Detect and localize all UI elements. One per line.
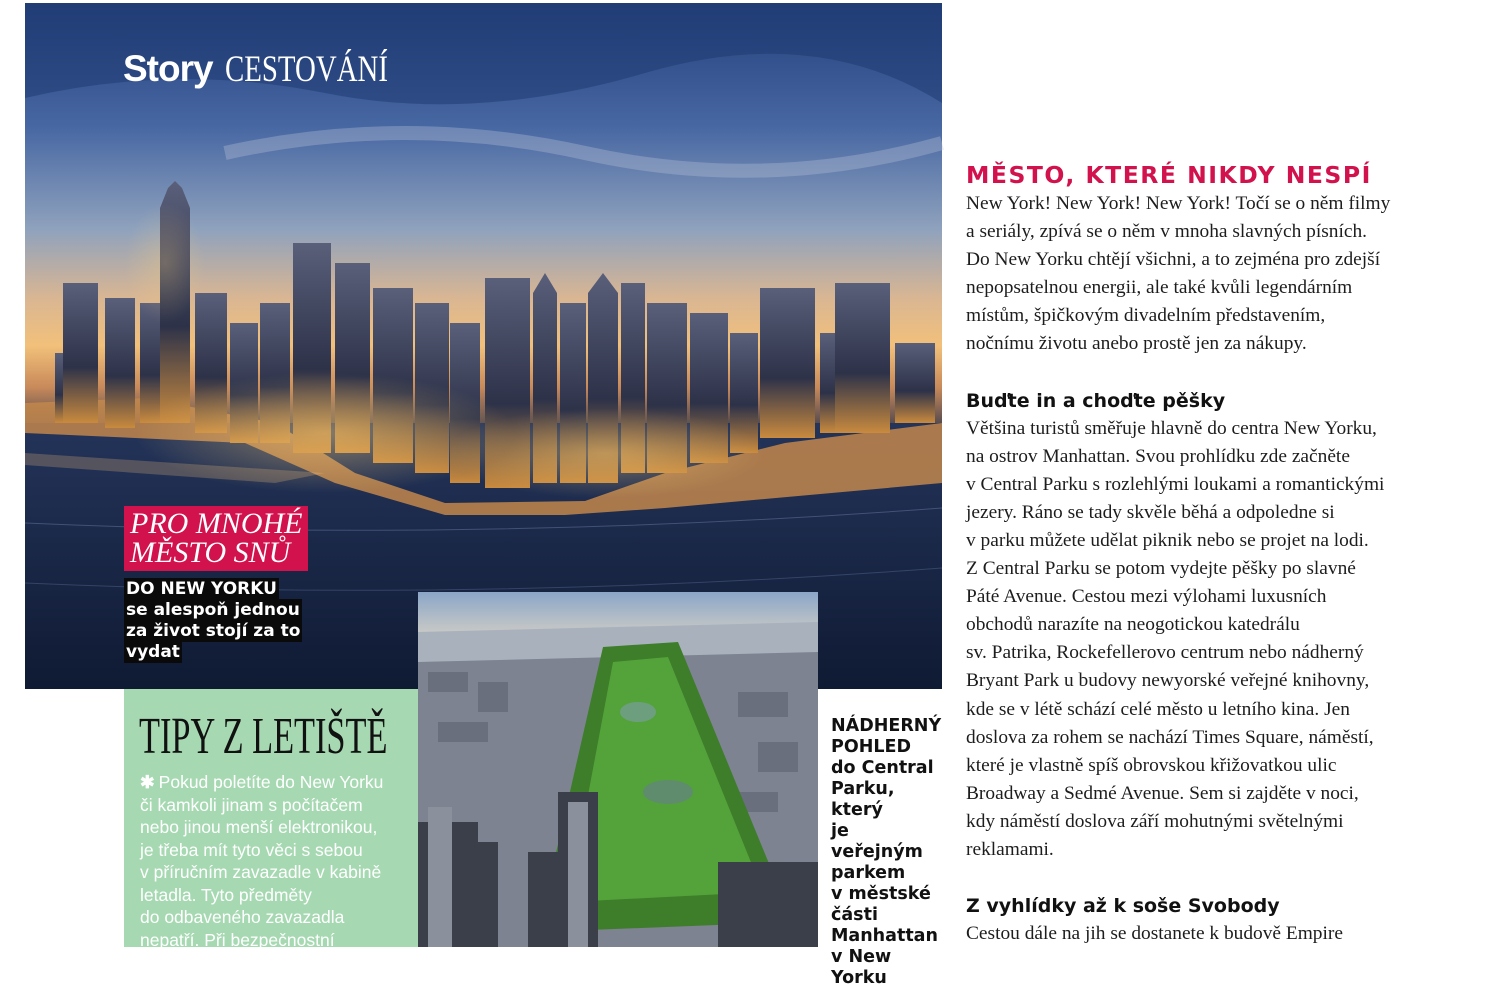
intro-paragraph: New York! New York! New York! Točí se o něm filmy a seriály, zpívá se o něm v mnoha slavných písních. Do New Yorku chtějí všichni, a to zejména pro zdejší nepopsatelnou energii, ale také kvůli legendárním místům, špičkovým divadelním představením, nočnímu životu anebo prostě jen za nákupy. xyxy=(966,193,1391,355)
article-heading: MĚSTO, KTERÉ NIKDY NESPÍ xyxy=(966,161,1372,189)
article-column xyxy=(966,160,1486,948)
central-park-illustration xyxy=(418,592,818,947)
central-park-photo xyxy=(418,592,818,947)
tips-title: TIPY Z LETIŠTĚ xyxy=(139,708,388,765)
section2-paragraph: Cestou dále na jih se dostanete k budově Empire xyxy=(966,923,1343,945)
hero-callout xyxy=(124,506,354,663)
callout-text: DO NEW YORKU se alespoň jednou za život stojí za to vydat xyxy=(126,579,301,662)
section-title: CESTOVÁNÍ xyxy=(224,49,388,90)
tips-text: ✱ Pokud poletíte do New Yorku či kamkoli jinam s počítačem nebo jinou menší elektronikou, je třeba mít tyto věci s sebou v příručním zavazadle v kabině letadla. Tyto předměty do odbaveného zavazadla nepatří. Při bezpečnostní xyxy=(140,772,384,950)
callout-title: PRO MNOHÉ MĚSTO SNŮ xyxy=(124,506,308,571)
section2-title: Z vyhlídky až k soše Svobody xyxy=(966,895,1280,918)
section1-paragraph: Většina turistů směřuje hlavně do centra New Yorku, na ostrov Manhattan. Svou prohlídku zde začněte v Central Parku s rozlehlými loukami a romantickými jezery. Ráno se tady skvěle běhá a odpoledne si v parku můžete udělat piknik nebo se projet na lodi. Z Central Parku se potom vydejte pěšky po slavné Páté Avenue. Cestou mezi výlohami luxusních obchodů narazíte na neogotickou katedrálu sv. Patrika, Rockefellerovo centrum nebo nádherný Bryant Park u budovy newyorské veřejné knihovny, kde se v létě schází celé město u letního kina. Jen doslova za rohem se nachází Times Square, náměstí, které je vlastně spíš obrovskou křižovatkou ulic Broadway a Sedmé Avenue. Sem si zajděte v noci, kdy náměstí doslova září mohutnými světelnými reklamami. xyxy=(966,417,1385,860)
brand-logo: Story xyxy=(123,48,213,89)
tips-box xyxy=(124,689,418,950)
asterisk-icon: ✱ xyxy=(140,772,155,792)
magazine-masthead xyxy=(123,48,434,91)
park-photo-caption: NÁDHERNÝ POHLED do Central Parku, který je veřejným parkem v městské části Manhattan v New Yorku xyxy=(831,716,942,988)
section1-title: Buďte in a choďte pěšky xyxy=(966,389,1226,412)
